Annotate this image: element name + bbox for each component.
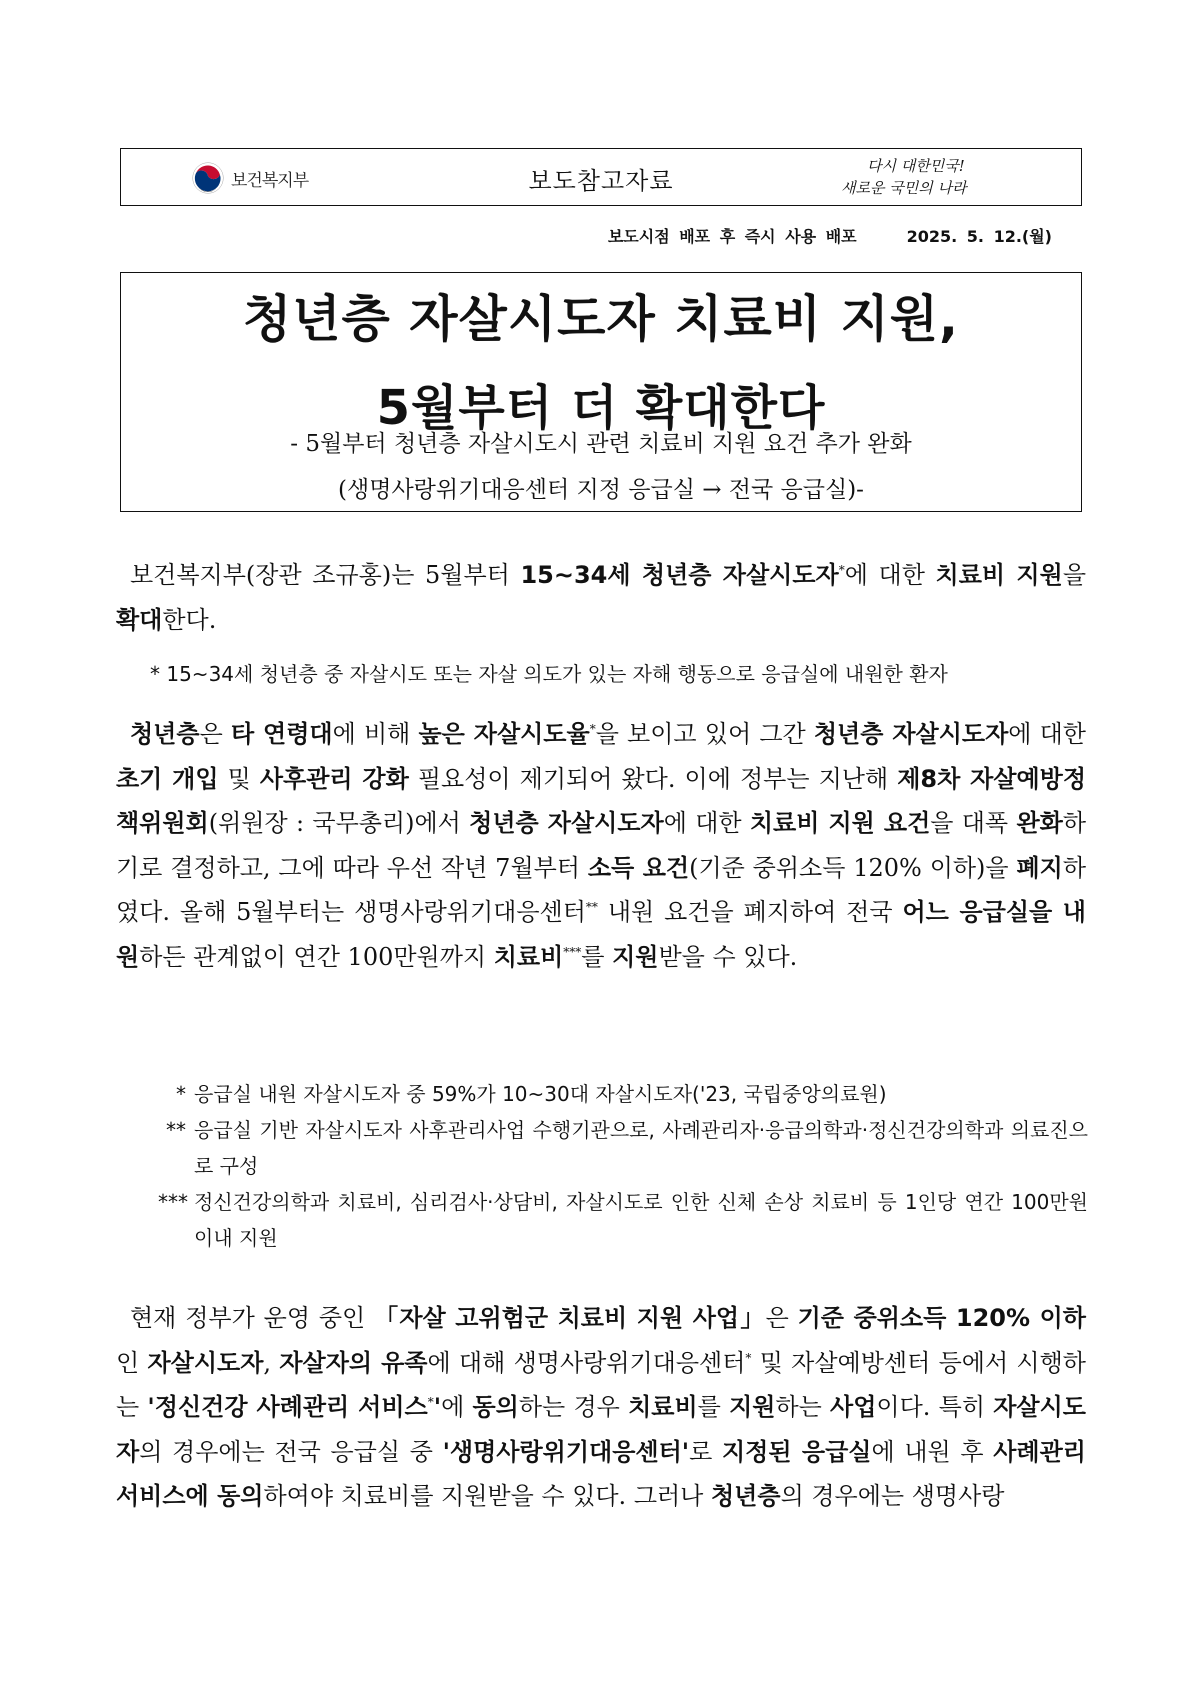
footnotes-2: [158, 1076, 1088, 1256]
headline-line-2: 5월부터 더 확대한다: [376, 380, 826, 436]
title-box: [120, 272, 1082, 512]
footnote-text: 응급실 기반 자살시도자 사후관리사업 수행기관으로, 사례관리자·응급의학과·정신건강의학과 의료진으로 구성: [194, 1118, 1088, 1178]
footnote-item: [158, 1184, 1088, 1256]
text: 은: [765, 1304, 798, 1332]
bold-text: 치료비: [493, 942, 564, 971]
footnote-mark: **: [585, 900, 598, 914]
text: 에 대한: [1008, 720, 1086, 748]
bold-text: 동의: [472, 1393, 519, 1421]
text: 및: [218, 764, 260, 793]
footnote-mark: *: [589, 722, 596, 736]
footnote-item: [158, 1076, 1088, 1112]
text: 을 대폭: [930, 809, 1017, 837]
paragraph-2: [116, 712, 1086, 979]
text: 하기로 결정하고, 그에 따라 우선 작년 7월부터: [116, 809, 1086, 882]
bold-text: 어느 응급실을 내원: [116, 898, 1086, 971]
text: 을 보이고 있어 그간: [595, 720, 814, 748]
footnote-mark: **: [166, 1118, 186, 1142]
footnote-item: [158, 1112, 1088, 1184]
bold-text: ': [433, 1393, 442, 1421]
bold-text: 자살시도자: [147, 1348, 264, 1377]
bold-text: 지원: [729, 1393, 776, 1421]
bold-text: 기준 중위소득 120% 이하: [797, 1304, 1086, 1332]
footnote-text: 정신건강의학과 치료비, 심리검사·상담비, 자살시도로 인한 신체 손상 치료비 등 1인당 연간 100만원 이내 지원: [194, 1190, 1088, 1250]
bold-text: 높은 자살시도율: [418, 720, 590, 748]
bold-text: 지원: [612, 942, 659, 971]
bold-text: 사업: [830, 1393, 877, 1421]
text: 로: [689, 1437, 722, 1466]
text: 에 비해: [332, 720, 419, 748]
footnote-mark: ***: [563, 944, 582, 959]
text: 한다.: [162, 605, 217, 634]
text: 의 경우에는 생명사랑: [780, 1482, 1005, 1510]
text: 하였다. 올해 5월부터는 생명사랑위기대응센터: [116, 853, 1086, 926]
footnote-1: * 15~34세 청년층 중 자살시도 또는 자살 의도가 있는 자해 행동으로 응급실에 내원한 환자: [150, 662, 948, 686]
bold-text: 자살자의 유족: [279, 1348, 428, 1377]
paragraph-3: [116, 1296, 1086, 1519]
bold-text: 초기 개입: [116, 764, 219, 793]
footnote-mark: *: [427, 1395, 434, 1409]
bold-text: 자살시도자: [116, 1393, 1086, 1466]
slogan-line-1: 다시 대한민국!: [867, 157, 965, 175]
text: 를: [581, 942, 613, 971]
text: (위원장 : 국무총리)에서: [208, 809, 470, 837]
bold-text: 확대: [116, 605, 163, 634]
text: 에 대한: [663, 809, 750, 837]
footnote-mark: *: [176, 1082, 186, 1106]
text: 에 대한: [844, 561, 936, 589]
text: 및 자살예방센터 등에서 시행하는: [116, 1348, 1086, 1421]
bold-text: '정신건강 사례관리 서비스: [147, 1393, 428, 1421]
bold-text: 완화: [1016, 809, 1063, 837]
subheadline-line-2: (생명사랑위기대응센터 지정 응급실 → 전국 응급실)-: [338, 477, 864, 503]
release-timing: 보도시점 배포 후 즉시 사용 배포: [607, 227, 857, 246]
bold-text: 제8차 자살예방정책위원회: [116, 764, 1087, 837]
bold-text: 치료비 지원 요건: [749, 809, 931, 837]
footnote-mark: *: [745, 1350, 752, 1365]
bold-text: 청년층 자살시도자: [469, 809, 664, 837]
bold-text: 치료비 지원: [935, 561, 1063, 589]
text: 보건복지부(장관 조규홍)는 5월부터: [130, 561, 521, 589]
text: ,: [263, 1348, 280, 1377]
text: 이다. 특히: [876, 1393, 994, 1421]
paragraph-1: [116, 553, 1086, 642]
slogan-line-2: 새로운 국민의 나라: [841, 179, 967, 197]
text: 내원 요건을 폐지하여 전국: [597, 898, 903, 926]
text: 하든 관계없이 연간 100만원까지: [139, 942, 494, 971]
text: 인: [116, 1348, 148, 1377]
document-type: 보도참고자료: [528, 167, 674, 195]
text: (기준 중위소득 120% 이하)을: [689, 853, 1017, 882]
bold-text: 사례관리 서비스에 동의: [116, 1437, 1086, 1510]
bold-text: 사후관리 강화: [259, 764, 409, 793]
header-box: [120, 148, 1082, 206]
bold-text: 청년층: [711, 1482, 781, 1510]
text: 에: [441, 1393, 473, 1421]
subheadline-line-1: - 5월부터 청년층 자살시도시 관련 치료비 지원 요건 추가 완화: [290, 431, 912, 457]
bold-text: 청년층 자살시도자: [813, 720, 1009, 748]
bold-text: 폐지: [1016, 853, 1063, 882]
text: 의 경우에는 전국 응급실 중: [139, 1437, 443, 1466]
text: 받을 수 있다.: [658, 942, 798, 971]
logo-text: 보건복지부: [231, 170, 309, 191]
slogan: [821, 153, 1041, 203]
footnote-mark: *: [838, 563, 845, 577]
text: 하여야 치료비를 지원받을 수 있다. 그러나: [263, 1482, 711, 1510]
bold-text: 청년층: [130, 720, 200, 748]
text: 에 내원 후: [871, 1437, 994, 1466]
text: 를: [697, 1393, 730, 1421]
bold-text: 15~34세 청년층 자살시도자: [520, 561, 839, 589]
text: 은: [199, 720, 231, 748]
bold-text: 소득 요건: [587, 853, 690, 882]
text: 필요성이 제기되어 왔다. 이에 정부는 지난해: [408, 764, 898, 793]
bold-text: 지정된 응급실: [721, 1437, 872, 1466]
text: 하는: [775, 1393, 831, 1421]
headline-line-1: 청년층 자살시도자 치료비 지원,: [242, 290, 960, 348]
release-info: [608, 224, 1052, 247]
bold-text: 치료비: [628, 1393, 698, 1421]
footnote-mark: ***: [158, 1190, 188, 1214]
bold-text: '생명사랑위기대응센터': [442, 1437, 690, 1466]
text: 현재 정부가 운영 중인: [130, 1304, 375, 1332]
text: 하는 경우: [518, 1393, 629, 1421]
bold-text: 타 연령대: [230, 720, 333, 748]
bold-text: 「자살 고위험군 치료비 지원 사업」: [374, 1304, 766, 1332]
text: 을: [1062, 561, 1086, 589]
release-date: 2025. 5. 12.(월): [906, 227, 1052, 246]
footnote-text: 응급실 내원 자살시도자 중 59%가 10~30대 자살시도자('23, 국립중앙의료원): [194, 1082, 887, 1106]
text: 에 대해 생명사랑위기대응센터: [427, 1348, 746, 1377]
